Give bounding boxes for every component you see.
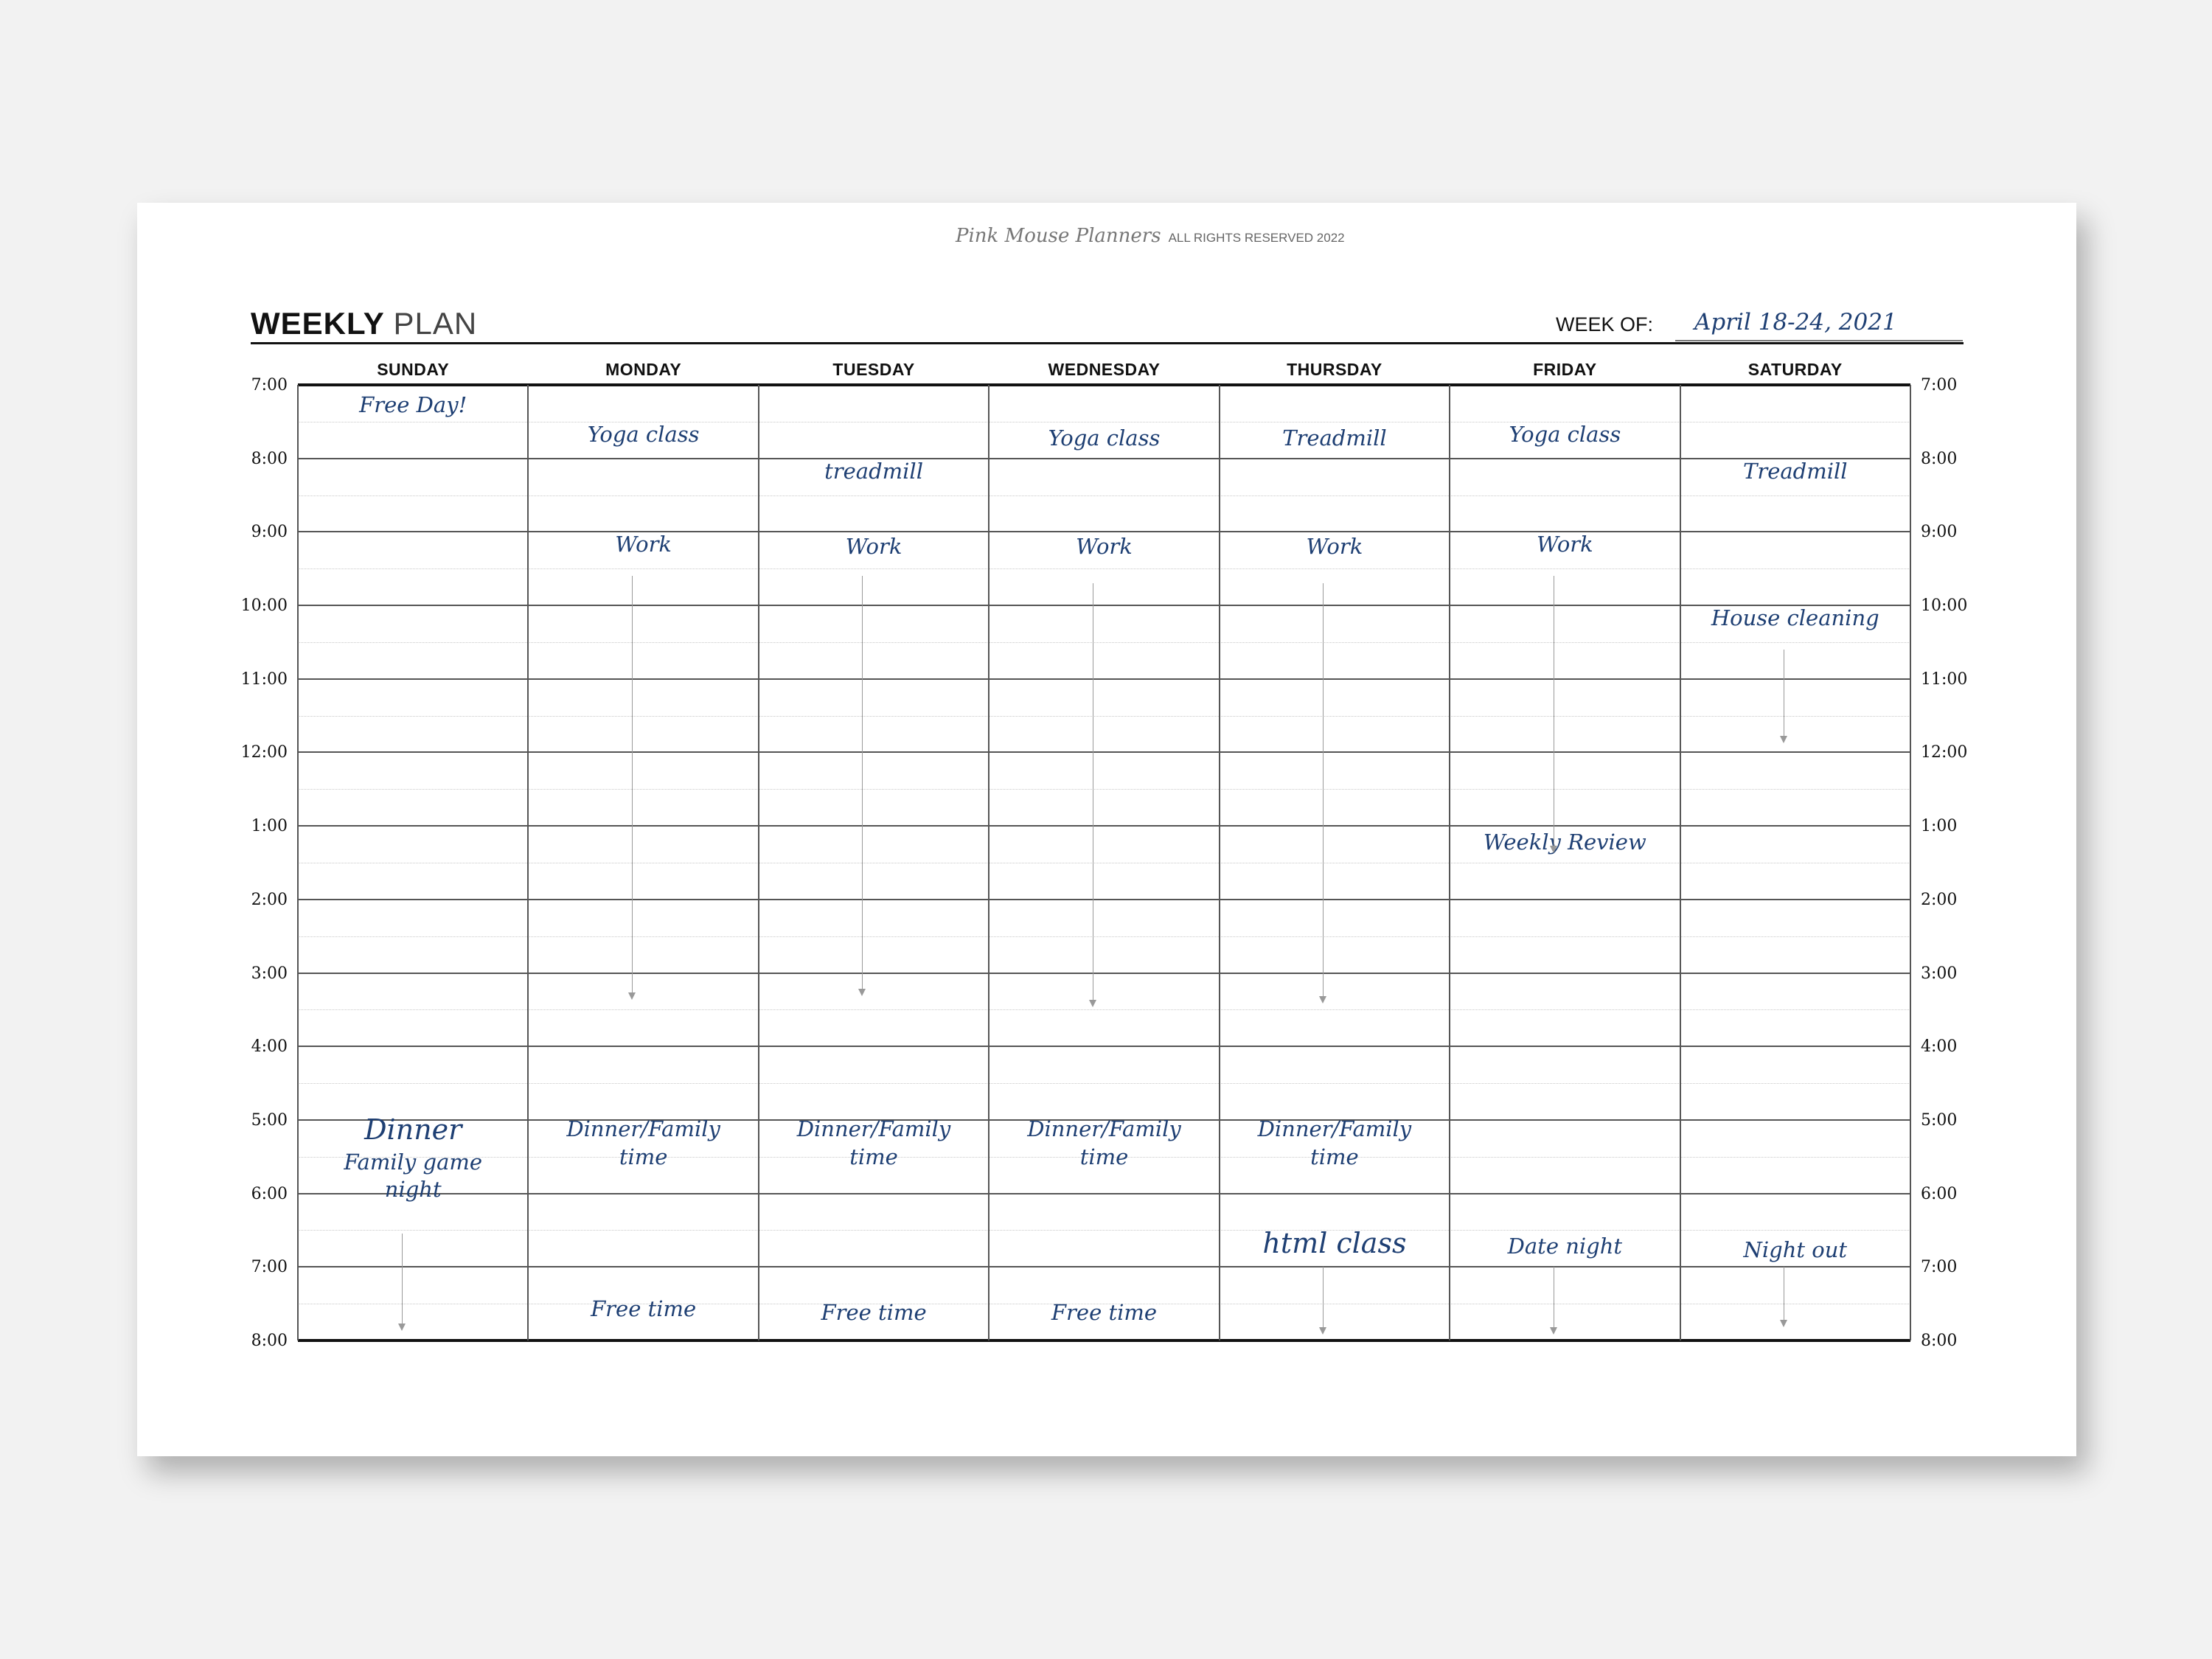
half-hour-line <box>298 716 1910 717</box>
week-of-field[interactable]: April 18-24, 2021 <box>1675 309 1963 341</box>
time-label-left: 10:00 <box>240 597 288 616</box>
half-hour-line <box>298 1083 1910 1084</box>
hour-line <box>298 973 1910 974</box>
hour-line <box>298 899 1910 900</box>
duration-arrow <box>1323 583 1324 1002</box>
hour-line <box>298 605 1910 606</box>
time-label-right: 7:00 <box>1921 1258 1958 1277</box>
day-header-sunday: SUNDAY <box>377 360 450 379</box>
hour-line <box>298 751 1910 753</box>
time-label-left: 5:00 <box>251 1110 288 1130</box>
duration-arrow <box>402 1234 403 1329</box>
hour-line <box>298 1193 1910 1194</box>
time-label-right: 7:00 <box>1921 376 1958 394</box>
title-rule <box>251 342 1964 344</box>
schedule-grid <box>240 360 1968 1350</box>
day-header-saturday: SATURDAY <box>1747 360 1843 379</box>
day-header-wednesday: WEDNESDAY <box>1048 360 1161 379</box>
day-header-monday: MONDAY <box>605 360 682 379</box>
page-title <box>251 306 477 341</box>
schedule-entry[interactable]: Free time <box>1051 1300 1158 1326</box>
time-label-right: 8:00 <box>1921 449 1958 468</box>
time-label-left: 6:00 <box>251 1184 288 1203</box>
schedule-entry[interactable]: House cleaning <box>1711 605 1879 631</box>
schedule-entry[interactable]: Dinner <box>364 1113 462 1146</box>
week-of-label: WEEK OF: <box>1556 313 1654 335</box>
half-hour-line <box>298 495 1910 496</box>
page-title-bold: WEEKLY <box>251 306 385 341</box>
schedule-entry[interactable]: Free time <box>821 1300 927 1326</box>
time-label-left: 3:00 <box>251 964 288 983</box>
schedule-entry[interactable]: treadmill <box>824 458 923 484</box>
schedule-entry[interactable]: Yoga class <box>1048 425 1161 451</box>
schedule-entry[interactable]: Night out <box>1743 1237 1848 1263</box>
time-label-left: 9:00 <box>251 523 288 542</box>
time-label-left: 8:00 <box>251 1332 288 1350</box>
time-label-right: 1:00 <box>1921 817 1958 836</box>
time-label-right: 4:00 <box>1921 1037 1958 1057</box>
day-divider <box>988 385 990 1340</box>
half-hour-line <box>298 1009 1910 1010</box>
schedule-entry[interactable]: Work <box>845 534 902 560</box>
schedule-entry[interactable]: Work <box>615 532 672 557</box>
hour-line <box>298 825 1910 827</box>
time-label-left: 11:00 <box>240 669 288 689</box>
brand-mark <box>956 225 1345 247</box>
time-label-right: 3:00 <box>1921 964 1958 983</box>
schedule-entry[interactable]: Work <box>1306 534 1363 560</box>
hour-line <box>298 1046 1910 1047</box>
schedule-entry[interactable]: Dinner/Family time <box>1257 1116 1412 1169</box>
schedule-entry[interactable]: Yoga class <box>1509 421 1621 447</box>
time-label-right: 9:00 <box>1921 523 1958 542</box>
duration-arrow <box>632 576 633 998</box>
brand-logo: Pink Mouse Planners <box>956 225 1161 247</box>
time-label-right: 5:00 <box>1921 1110 1958 1130</box>
schedule-entry[interactable]: Free time <box>591 1296 697 1322</box>
day-header-friday: FRIDAY <box>1533 360 1597 379</box>
schedule-entry[interactable]: Dinner/Family time <box>1027 1116 1181 1169</box>
half-hour-line <box>298 1230 1910 1231</box>
brand-rights: ALL RIGHTS RESERVED 2022 <box>1168 231 1345 245</box>
day-divider <box>1449 385 1450 1340</box>
schedule-entry[interactable]: Work <box>1536 532 1593 557</box>
time-label-left: 12:00 <box>240 743 288 762</box>
time-label-right: 10:00 <box>1921 597 1968 616</box>
day-header-tuesday: TUESDAY <box>832 360 915 379</box>
schedule-entry[interactable]: Weekly Review <box>1483 830 1646 855</box>
half-hour-line <box>298 789 1910 790</box>
schedule-entry[interactable]: Date night <box>1507 1234 1623 1259</box>
schedule-entry[interactable]: Treadmill <box>1743 458 1848 484</box>
hour-line <box>298 458 1910 459</box>
schedule-entry[interactable]: Treadmill <box>1282 425 1387 451</box>
day-divider <box>1910 385 1911 1340</box>
time-label-left: 4:00 <box>251 1037 288 1057</box>
time-label-left: 7:00 <box>251 376 288 394</box>
duration-arrow <box>862 576 863 995</box>
time-label-right: 8:00 <box>1921 1332 1958 1350</box>
schedule-entry[interactable]: html class <box>1262 1227 1407 1260</box>
page-title-light: PLAN <box>393 306 478 341</box>
schedule-entry[interactable]: Dinner/Family time <box>796 1116 951 1169</box>
time-label-right: 11:00 <box>1921 669 1968 689</box>
day-divider <box>758 385 759 1340</box>
schedule-entry[interactable]: Work <box>1076 534 1133 560</box>
schedule-entry[interactable]: Free Day! <box>359 392 467 417</box>
time-label-right: 12:00 <box>1921 743 1968 762</box>
time-label-left: 1:00 <box>251 817 288 836</box>
time-label-left: 7:00 <box>251 1258 288 1277</box>
hour-line <box>298 1339 1910 1342</box>
day-divider <box>1219 385 1220 1340</box>
schedule-entry[interactable]: Family game night <box>344 1149 483 1203</box>
hour-line <box>298 383 1910 386</box>
planner-sheet <box>137 203 2076 1456</box>
schedule-entry[interactable]: Dinner/Family time <box>566 1116 720 1169</box>
schedule-entry[interactable]: Yoga class <box>587 421 700 447</box>
half-hour-line <box>298 642 1910 643</box>
half-hour-line <box>298 936 1910 937</box>
duration-arrow <box>1323 1267 1324 1333</box>
day-header-thursday: THURSDAY <box>1287 360 1382 379</box>
half-hour-line <box>298 568 1910 569</box>
time-label-right: 6:00 <box>1921 1184 1958 1203</box>
hour-line <box>298 678 1910 680</box>
hour-line <box>298 1266 1910 1267</box>
day-divider <box>1680 385 1681 1340</box>
time-label-left: 8:00 <box>251 449 288 468</box>
time-label-left: 2:00 <box>251 890 288 909</box>
time-label-right: 2:00 <box>1921 890 1958 909</box>
